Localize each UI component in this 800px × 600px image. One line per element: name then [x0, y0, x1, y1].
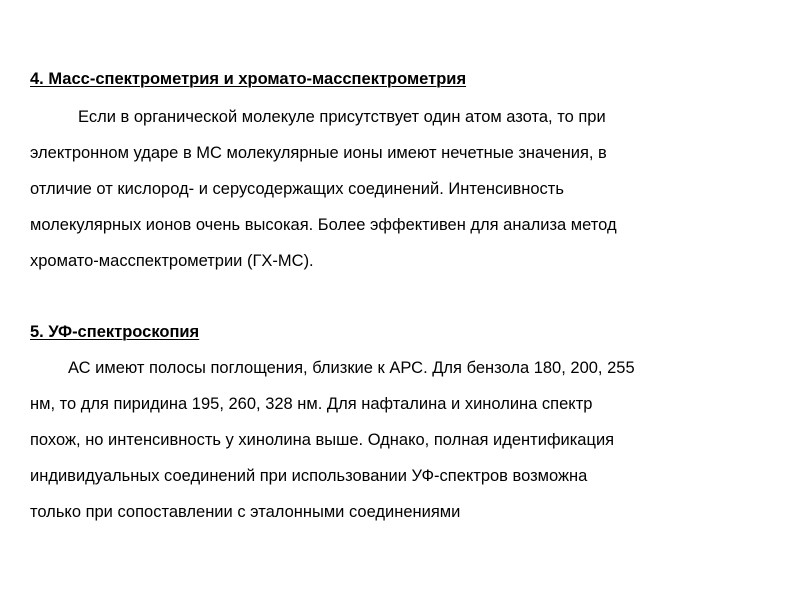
- section-5-paragraph-line: нм, то для пиридина 195, 260, 328 нм. Для нафталина и хинолина спектр: [30, 395, 593, 413]
- section-5-paragraph-line: индивидуальных соединений при использовании УФ-спектров возможна: [30, 467, 588, 485]
- section-5-paragraph-line: АС имеют полосы поглощения, близкие к АРС. Для бензола 180, 200, 255: [68, 359, 635, 377]
- section-5-paragraph-line: только при сопоставлении с эталонными соединениями: [30, 503, 461, 521]
- section-4-paragraph-line: электронном ударе в МС молекулярные ионы имеют нечетные значения, в: [30, 144, 607, 162]
- section-4-paragraph-line: Если в органической молекуле присутствует один атом азота, то при: [78, 108, 606, 126]
- section-4-heading: 4. Масс-спектрометрия и хромато-масспектрометрия: [30, 70, 467, 88]
- section-4-paragraph-line: отличие от кислород- и серусодержащих соединений. Интенсивность: [30, 180, 564, 198]
- section-4-paragraph-line: молекулярных ионов очень высокая. Более эффективен для анализа метод: [30, 216, 617, 234]
- section-5-paragraph-line: похож, но интенсивность у хинолина выше. Однако, полная идентификация: [30, 431, 615, 449]
- section-4-paragraph-line: хромато-масспектрометрии (ГХ-МС).: [30, 252, 314, 270]
- section-5-heading: 5. УФ-спектроскопия: [30, 323, 200, 341]
